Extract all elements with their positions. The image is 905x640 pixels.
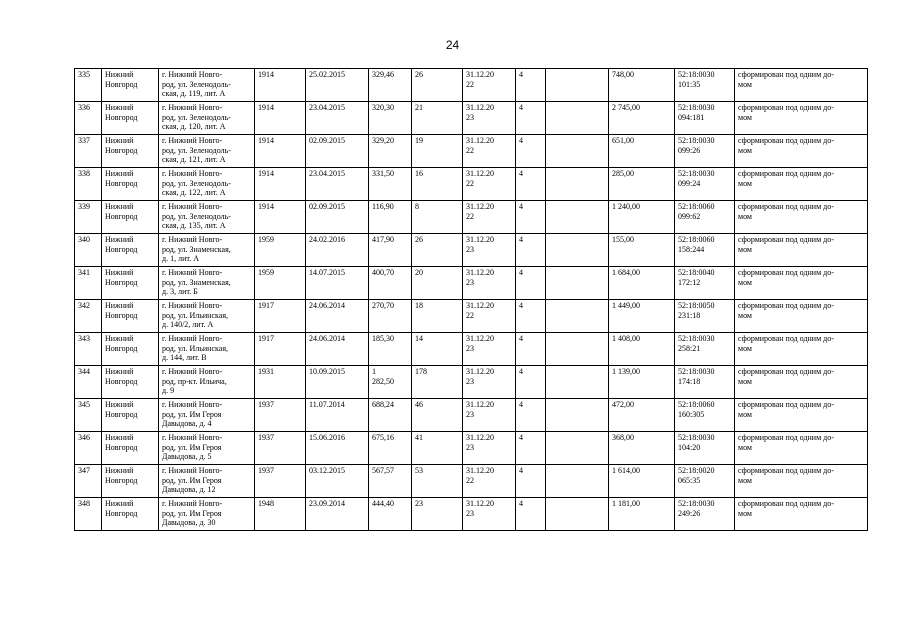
date-cell: 23.09.2014 [306, 498, 369, 531]
build-year-cell: 1917 [255, 300, 306, 333]
city-cell: Нижний Новгород [102, 102, 159, 135]
date-cell: 02.09.2015 [306, 135, 369, 168]
note-cell: сформирован под одним до- мом [735, 168, 868, 201]
address-cell: г. Нижний Новго- род, ул. Им Героя Давыдова, д. 4 [159, 399, 255, 432]
address-cell: г. Нижний Новго- род, ул. Зеленодоль- ская, д. 121, лит. А [159, 135, 255, 168]
address-cell: г. Нижний Новго- род, ул. Им Героя Давыдова, д. 30 [159, 498, 255, 531]
table-row [75, 267, 868, 300]
address-cell: г. Нижний Новго- род, ул. Им Героя Давыдова, д. 5 [159, 432, 255, 465]
city-cell: Нижний Новгород [102, 399, 159, 432]
land-area-cell: 285,00 [609, 168, 675, 201]
residents-count-cell: 14 [412, 333, 463, 366]
method-cell: 4 [516, 300, 546, 333]
land-area-cell: 1 449,00 [609, 300, 675, 333]
row-number-cell: 337 [75, 135, 102, 168]
date-cell: 25.02.2015 [306, 69, 369, 102]
deadline-cell: 31.12.20 23 [463, 498, 516, 531]
row-number-cell: 346 [75, 432, 102, 465]
table-row [75, 432, 868, 465]
cadastral-number-cell: 52:18:0040 172:12 [675, 267, 735, 300]
build-year-cell: 1937 [255, 399, 306, 432]
row-number-cell: 338 [75, 168, 102, 201]
residents-count-cell: 18 [412, 300, 463, 333]
note-cell: сформирован под одним до- мом [735, 300, 868, 333]
table-row [75, 201, 868, 234]
method-cell: 4 [516, 135, 546, 168]
area-cell: 116,90 [369, 201, 412, 234]
build-year-cell: 1914 [255, 135, 306, 168]
address-cell: г. Нижний Новго- род, ул. Зеленодоль- ская, д. 122, лит. А [159, 168, 255, 201]
address-cell: г. Нижний Новго- род, ул. Знаменская, д. 3, лит. Б [159, 267, 255, 300]
note-cell: сформирован под одним до- мом [735, 234, 868, 267]
address-cell: г. Нижний Новго- род, ул. Ильинская, д. 140/2, лит. А [159, 300, 255, 333]
method-cell: 4 [516, 234, 546, 267]
date-cell: 03.12.2015 [306, 465, 369, 498]
row-number-cell: 341 [75, 267, 102, 300]
table-body [75, 69, 868, 531]
build-year-cell: 1937 [255, 465, 306, 498]
land-area-cell: 748,00 [609, 69, 675, 102]
address-cell: г. Нижний Новго- род, ул. Зеленодоль- ская, д. 120, лит. А [159, 102, 255, 135]
address-cell: г. Нижний Новго- род, ул. Знаменская, д. 1, лит. А [159, 234, 255, 267]
empty-cell [546, 201, 609, 234]
deadline-cell: 31.12.20 22 [463, 300, 516, 333]
method-cell: 4 [516, 366, 546, 399]
method-cell: 4 [516, 432, 546, 465]
method-cell: 4 [516, 102, 546, 135]
note-cell: сформирован под одним до- мом [735, 135, 868, 168]
note-cell: сформирован под одним до- мом [735, 333, 868, 366]
empty-cell [546, 234, 609, 267]
cadastral-number-cell: 52:18:0020 065:35 [675, 465, 735, 498]
page-number: 24 [445, 38, 460, 52]
residents-count-cell: 46 [412, 399, 463, 432]
table-row [75, 498, 868, 531]
build-year-cell: 1914 [255, 168, 306, 201]
area-cell: 688,24 [369, 399, 412, 432]
residents-count-cell: 26 [412, 69, 463, 102]
land-area-cell: 651,00 [609, 135, 675, 168]
row-number-cell: 344 [75, 366, 102, 399]
residents-count-cell: 19 [412, 135, 463, 168]
table-row [75, 465, 868, 498]
address-cell: г. Нижний Новго- род, ул. Зеленодоль- ская, д. 119, лит. А [159, 69, 255, 102]
date-cell: 15.06.2016 [306, 432, 369, 465]
date-cell: 10.09.2015 [306, 366, 369, 399]
build-year-cell: 1914 [255, 201, 306, 234]
land-area-cell: 2 745,00 [609, 102, 675, 135]
empty-cell [546, 432, 609, 465]
cadastral-number-cell: 52:18:0030 099:24 [675, 168, 735, 201]
row-number-cell: 335 [75, 69, 102, 102]
city-cell: Нижний Новгород [102, 498, 159, 531]
build-year-cell: 1917 [255, 333, 306, 366]
city-cell: Нижний Новгород [102, 168, 159, 201]
area-cell: 567,57 [369, 465, 412, 498]
method-cell: 4 [516, 399, 546, 432]
address-cell: г. Нижний Новго- род, ул. Зеленодоль- ская, д. 135, лит. А [159, 201, 255, 234]
build-year-cell: 1914 [255, 102, 306, 135]
address-cell: г. Нижний Новго- род, ул. Им Героя Давыдова, д. 12 [159, 465, 255, 498]
residents-count-cell: 178 [412, 366, 463, 399]
city-cell: Нижний Новгород [102, 432, 159, 465]
land-area-cell: 1 614,00 [609, 465, 675, 498]
deadline-cell: 31.12.20 23 [463, 366, 516, 399]
deadline-cell: 31.12.20 23 [463, 333, 516, 366]
build-year-cell: 1914 [255, 69, 306, 102]
build-year-cell: 1931 [255, 366, 306, 399]
date-cell: 11.07.2014 [306, 399, 369, 432]
residents-count-cell: 20 [412, 267, 463, 300]
city-cell: Нижний Новгород [102, 300, 159, 333]
area-cell: 675,16 [369, 432, 412, 465]
empty-cell [546, 465, 609, 498]
land-area-cell: 1 408,00 [609, 333, 675, 366]
cadastral-number-cell: 52:18:0050 231:18 [675, 300, 735, 333]
row-number-cell: 340 [75, 234, 102, 267]
residents-count-cell: 16 [412, 168, 463, 201]
table-row [75, 135, 868, 168]
note-cell: сформирован под одним до- мом [735, 102, 868, 135]
land-area-cell: 1 181,00 [609, 498, 675, 531]
note-cell: сформирован под одним до- мом [735, 465, 868, 498]
cadastral-number-cell: 52:18:0030 174:18 [675, 366, 735, 399]
method-cell: 4 [516, 333, 546, 366]
land-area-cell: 155,00 [609, 234, 675, 267]
area-cell: 444,40 [369, 498, 412, 531]
build-year-cell: 1948 [255, 498, 306, 531]
note-cell: сформирован под одним до- мом [735, 69, 868, 102]
residents-count-cell: 21 [412, 102, 463, 135]
deadline-cell: 31.12.20 23 [463, 267, 516, 300]
residents-count-cell: 53 [412, 465, 463, 498]
residents-count-cell: 41 [412, 432, 463, 465]
date-cell: 14.07.2015 [306, 267, 369, 300]
residents-count-cell: 26 [412, 234, 463, 267]
table-row [75, 102, 868, 135]
build-year-cell: 1959 [255, 234, 306, 267]
city-cell: Нижний Новгород [102, 135, 159, 168]
deadline-cell: 31.12.20 23 [463, 432, 516, 465]
land-area-cell: 472,00 [609, 399, 675, 432]
deadline-cell: 31.12.20 23 [463, 234, 516, 267]
empty-cell [546, 168, 609, 201]
note-cell: сформирован под одним до- мом [735, 432, 868, 465]
cadastral-number-cell: 52:18:0030 104:20 [675, 432, 735, 465]
row-number-cell: 348 [75, 498, 102, 531]
area-cell: 329,46 [369, 69, 412, 102]
row-number-cell: 342 [75, 300, 102, 333]
land-area-cell: 368,00 [609, 432, 675, 465]
area-cell: 400,70 [369, 267, 412, 300]
table-row [75, 333, 868, 366]
area-cell: 331,50 [369, 168, 412, 201]
method-cell: 4 [516, 69, 546, 102]
table-row [75, 234, 868, 267]
city-cell: Нижний Новгород [102, 69, 159, 102]
empty-cell [546, 300, 609, 333]
deadline-cell: 31.12.20 23 [463, 102, 516, 135]
address-cell: г. Нижний Новго- род, пр-кт. Ильича, д. 9 [159, 366, 255, 399]
land-area-cell: 1 684,00 [609, 267, 675, 300]
method-cell: 4 [516, 168, 546, 201]
empty-cell [546, 399, 609, 432]
table-row [75, 168, 868, 201]
area-cell: 1 282,50 [369, 366, 412, 399]
cadastral-number-cell: 52:18:0060 158:244 [675, 234, 735, 267]
city-cell: Нижний Новгород [102, 465, 159, 498]
note-cell: сформирован под одним до- мом [735, 498, 868, 531]
empty-cell [546, 333, 609, 366]
land-area-cell: 1 139,00 [609, 366, 675, 399]
build-year-cell: 1937 [255, 432, 306, 465]
address-cell: г. Нижний Новго- род, ул. Ильинская, д. 144, лит. В [159, 333, 255, 366]
row-number-cell: 339 [75, 201, 102, 234]
row-number-cell: 343 [75, 333, 102, 366]
residents-count-cell: 8 [412, 201, 463, 234]
date-cell: 23.04.2015 [306, 168, 369, 201]
deadline-cell: 31.12.20 23 [463, 399, 516, 432]
empty-cell [546, 135, 609, 168]
note-cell: сформирован под одним до- мом [735, 267, 868, 300]
empty-cell [546, 366, 609, 399]
area-cell: 270,70 [369, 300, 412, 333]
area-cell: 320,30 [369, 102, 412, 135]
cadastral-number-cell: 52:18:0030 099:26 [675, 135, 735, 168]
date-cell: 24.02.2016 [306, 234, 369, 267]
date-cell: 24.06.2014 [306, 300, 369, 333]
housing-registry-table [74, 68, 868, 531]
land-area-cell: 1 240,00 [609, 201, 675, 234]
table-row [75, 69, 868, 102]
empty-cell [546, 69, 609, 102]
empty-cell [546, 498, 609, 531]
city-cell: Нижний Новгород [102, 201, 159, 234]
deadline-cell: 31.12.20 22 [463, 69, 516, 102]
deadline-cell: 31.12.20 22 [463, 201, 516, 234]
cadastral-number-cell: 52:18:0060 160:305 [675, 399, 735, 432]
date-cell: 02.09.2015 [306, 201, 369, 234]
deadline-cell: 31.12.20 22 [463, 135, 516, 168]
cadastral-number-cell: 52:18:0030 101:35 [675, 69, 735, 102]
cadastral-number-cell: 52:18:0030 249:26 [675, 498, 735, 531]
deadline-cell: 31.12.20 22 [463, 465, 516, 498]
area-cell: 329,20 [369, 135, 412, 168]
table-row [75, 300, 868, 333]
method-cell: 4 [516, 498, 546, 531]
row-number-cell: 347 [75, 465, 102, 498]
build-year-cell: 1959 [255, 267, 306, 300]
row-number-cell: 336 [75, 102, 102, 135]
residents-count-cell: 23 [412, 498, 463, 531]
method-cell: 4 [516, 465, 546, 498]
empty-cell [546, 267, 609, 300]
city-cell: Нижний Новгород [102, 366, 159, 399]
date-cell: 23.04.2015 [306, 102, 369, 135]
city-cell: Нижний Новгород [102, 267, 159, 300]
row-number-cell: 345 [75, 399, 102, 432]
city-cell: Нижний Новгород [102, 234, 159, 267]
area-cell: 417,90 [369, 234, 412, 267]
method-cell: 4 [516, 201, 546, 234]
note-cell: сформирован под одним до- мом [735, 399, 868, 432]
date-cell: 24.06.2014 [306, 333, 369, 366]
cadastral-number-cell: 52:18:0030 094:181 [675, 102, 735, 135]
empty-cell [546, 102, 609, 135]
deadline-cell: 31.12.20 22 [463, 168, 516, 201]
city-cell: Нижний Новгород [102, 333, 159, 366]
cadastral-number-cell: 52:18:0060 099:62 [675, 201, 735, 234]
table-row [75, 366, 868, 399]
cadastral-number-cell: 52:18:0030 258:21 [675, 333, 735, 366]
note-cell: сформирован под одним до- мом [735, 366, 868, 399]
note-cell: сформирован под одним до- мом [735, 201, 868, 234]
table-row [75, 399, 868, 432]
area-cell: 185,30 [369, 333, 412, 366]
method-cell: 4 [516, 267, 546, 300]
